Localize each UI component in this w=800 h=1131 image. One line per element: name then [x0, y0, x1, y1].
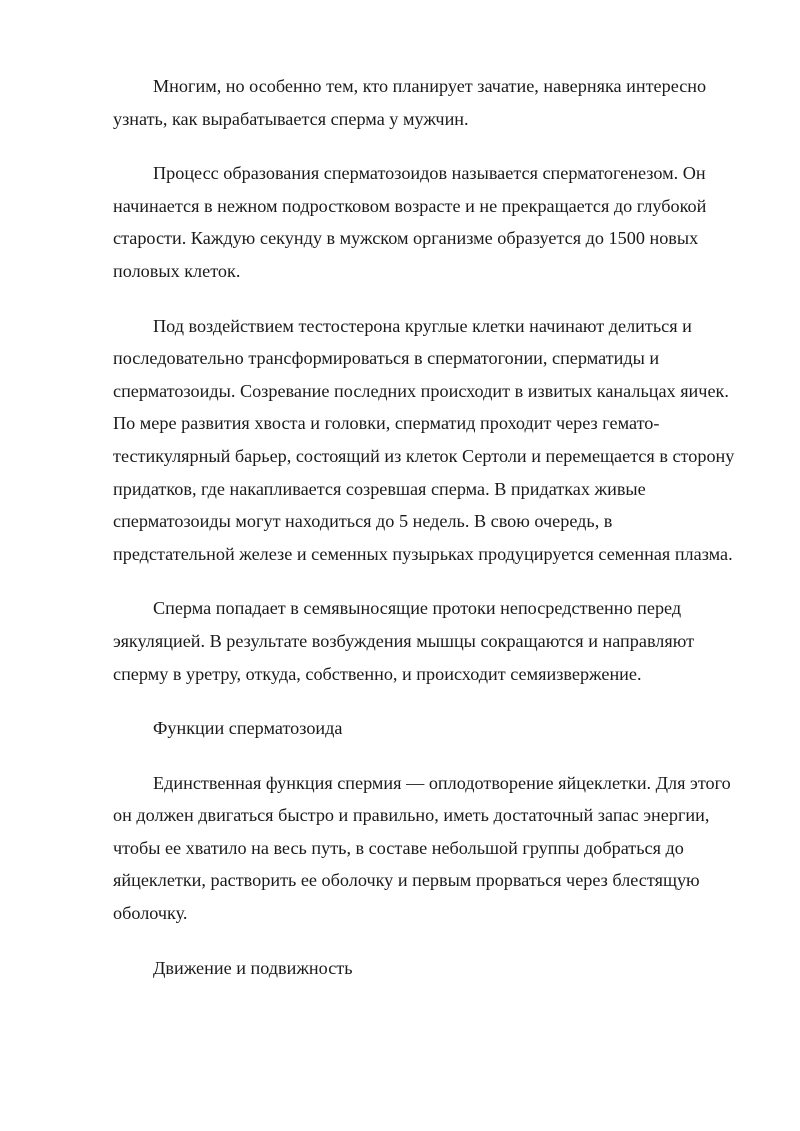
paragraph-functions: Единственная функция спермия — оплодотворение яйцеклетки. Для этого он должен двигаться быстро и правильно, иметь достаточный запас энергии, чтобы ее хватило на весь путь, в составе небольшой группы добраться до яйцеклетки, растворить ее оболочку и первым прорваться через блестящую оболочку. [113, 772, 731, 924]
section-heading-functions: Функции сперматозоида [153, 718, 343, 739]
paragraph-intro: Многим, но особенно тем, кто планирует зачатие, наверняка интересно узнать, как вырабатывается сперма у мужчин. [113, 76, 707, 129]
paragraph-ejaculation: Сперма попадает в семявыносящие протоки непосредственно перед эякуляцией. В результате возбуждения мышцы сокращаются и направляют сперму в уретру, откуда, собственно, и происходит семяизвержение. [113, 598, 695, 684]
paragraph-maturation: Под воздействием тестостерона круглые клетки начинают делиться и последовательно трансформироваться в сперматогонии, сперматиды и сперматозоиды. Созревание последних происходит в извитых канальцах яичек. По мере развития хвоста и головки, сперматид проходит через гемато-тестикулярный барьер, состоящий из клеток Сертоли и перемещается в сторону придатков, где накапливается созревшая сперма. В придатках живые сперматозоиды могут находиться до 5 недель. В свою очередь, в предстательной железе и семенных пузырьках продуцируется семенная плазма. [113, 315, 735, 564]
paragraph-spermatogenesis: Процесс образования сперматозоидов называется сперматогенезом. Он начинается в нежном подростковом возрасте и не прекращается до глубокой старости. Каждую секунду в мужском организме образуется до 1500 новых половых клеток. [113, 163, 707, 281]
section-heading-motility: Движение и подвижность [153, 957, 353, 978]
